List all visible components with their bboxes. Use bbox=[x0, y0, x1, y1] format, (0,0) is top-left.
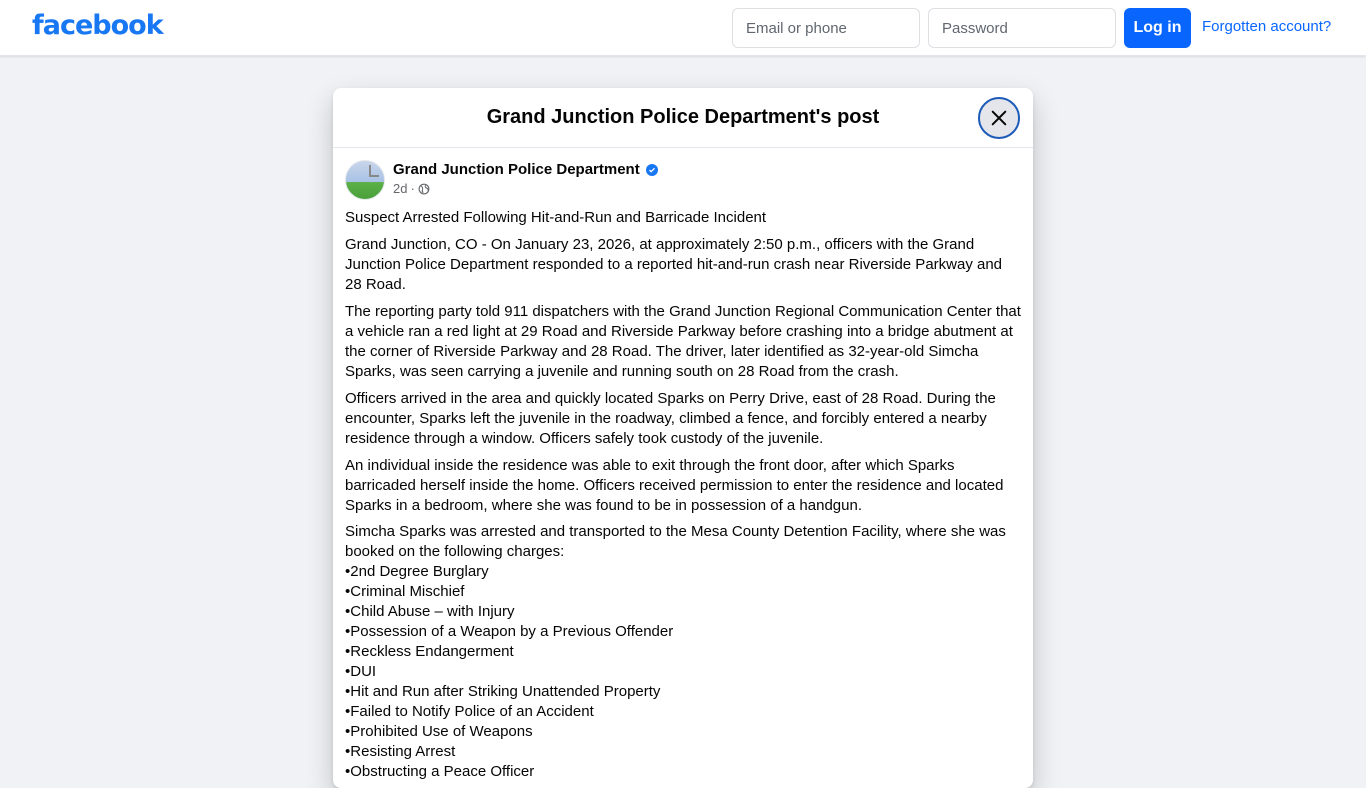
charge-item: • Possession of a Weapon by a Previous Offender bbox=[345, 622, 1021, 642]
close-button[interactable] bbox=[978, 97, 1020, 139]
charge-item: • Criminal Mischief bbox=[345, 582, 1021, 602]
post-dialog bbox=[333, 88, 1033, 788]
author-name-row bbox=[393, 161, 658, 178]
avatar[interactable] bbox=[345, 160, 385, 200]
facebook-logo[interactable]: facebook bbox=[32, 10, 163, 41]
email-field[interactable] bbox=[732, 8, 920, 48]
charge-item: • Child Abuse – with Injury bbox=[345, 602, 1021, 622]
charge-item: • Prohibited Use of Weapons bbox=[345, 722, 1021, 742]
forgotten-account-link[interactable]: Forgotten account? bbox=[1202, 18, 1332, 35]
password-field[interactable] bbox=[928, 8, 1116, 48]
login-button[interactable]: Log in bbox=[1124, 8, 1191, 48]
charge-item: • Resisting Arrest bbox=[345, 742, 1021, 762]
charge-item: • Obstructing a Peace Officer bbox=[345, 762, 1021, 782]
charge-item: • Failed to Notify Police of an Accident bbox=[345, 702, 1021, 722]
charge-item: • Reckless Endangerment bbox=[345, 642, 1021, 662]
post-headline: Suspect Arrested Following Hit-and-Run and Barricade Incident bbox=[345, 209, 767, 226]
post-body bbox=[333, 208, 1033, 782]
post-paragraph: Simcha Sparks was arrested and transported to the Mesa County Detention Facility, where she was booked on the following charges: bbox=[345, 523, 1006, 560]
globe-icon bbox=[418, 183, 430, 195]
post-header bbox=[333, 148, 1033, 208]
post-meta bbox=[393, 181, 430, 196]
post-paragraph: Grand Junction, CO - On January 23, 2026, at approximately 2:50 p.m., officers with the Grand Junction Police Department responded to a reported hit-and-run crash near Riverside Parkway and 28 Road. bbox=[345, 236, 1003, 293]
post-paragraph: The reporting party told 911 dispatchers with the Grand Junction Regional Communication Center that a vehicle ran a red light at 29 Road and Riverside Parkway before crashing into a bridge abutment at the corner of Riverside Parkway and 28 Road. The driver, later identified as 32-year-old Simcha Sparks, was seen carrying a juvenile and running south on 28 Road from the crash. bbox=[345, 303, 1021, 380]
post-time[interactable]: 2d bbox=[393, 181, 408, 196]
post-paragraph: Officers arrived in the area and quickly located Sparks on Perry Drive, east of 28 Road. During the encounter, Sparks left the juvenile in the roadway, climbed a fence, and forcibly entered a nearby residence through a window. Officers safely took custody of the juvenile. bbox=[345, 390, 996, 447]
charge-item: • Hit and Run after Striking Unattended Property bbox=[345, 682, 1021, 702]
charges-list bbox=[345, 562, 1021, 782]
author-name[interactable]: Grand Junction Police Department bbox=[393, 161, 640, 178]
close-icon bbox=[990, 109, 1008, 127]
dialog-title: Grand Junction Police Department's post bbox=[486, 106, 880, 128]
verified-badge-icon bbox=[646, 164, 658, 176]
top-navbar bbox=[0, 0, 1366, 56]
meta-separator: · bbox=[410, 181, 415, 196]
charge-item: • DUI bbox=[345, 662, 1021, 682]
dialog-header bbox=[333, 88, 1033, 148]
charge-item: • 2nd Degree Burglary bbox=[345, 562, 1021, 582]
post-paragraph: An individual inside the residence was able to exit through the front door, after which Sparks barricaded herself inside the home. Officers received permission to enter the residence and located Sparks in a bedroom, where she was found to be in possession of a handgun. bbox=[345, 457, 1004, 514]
